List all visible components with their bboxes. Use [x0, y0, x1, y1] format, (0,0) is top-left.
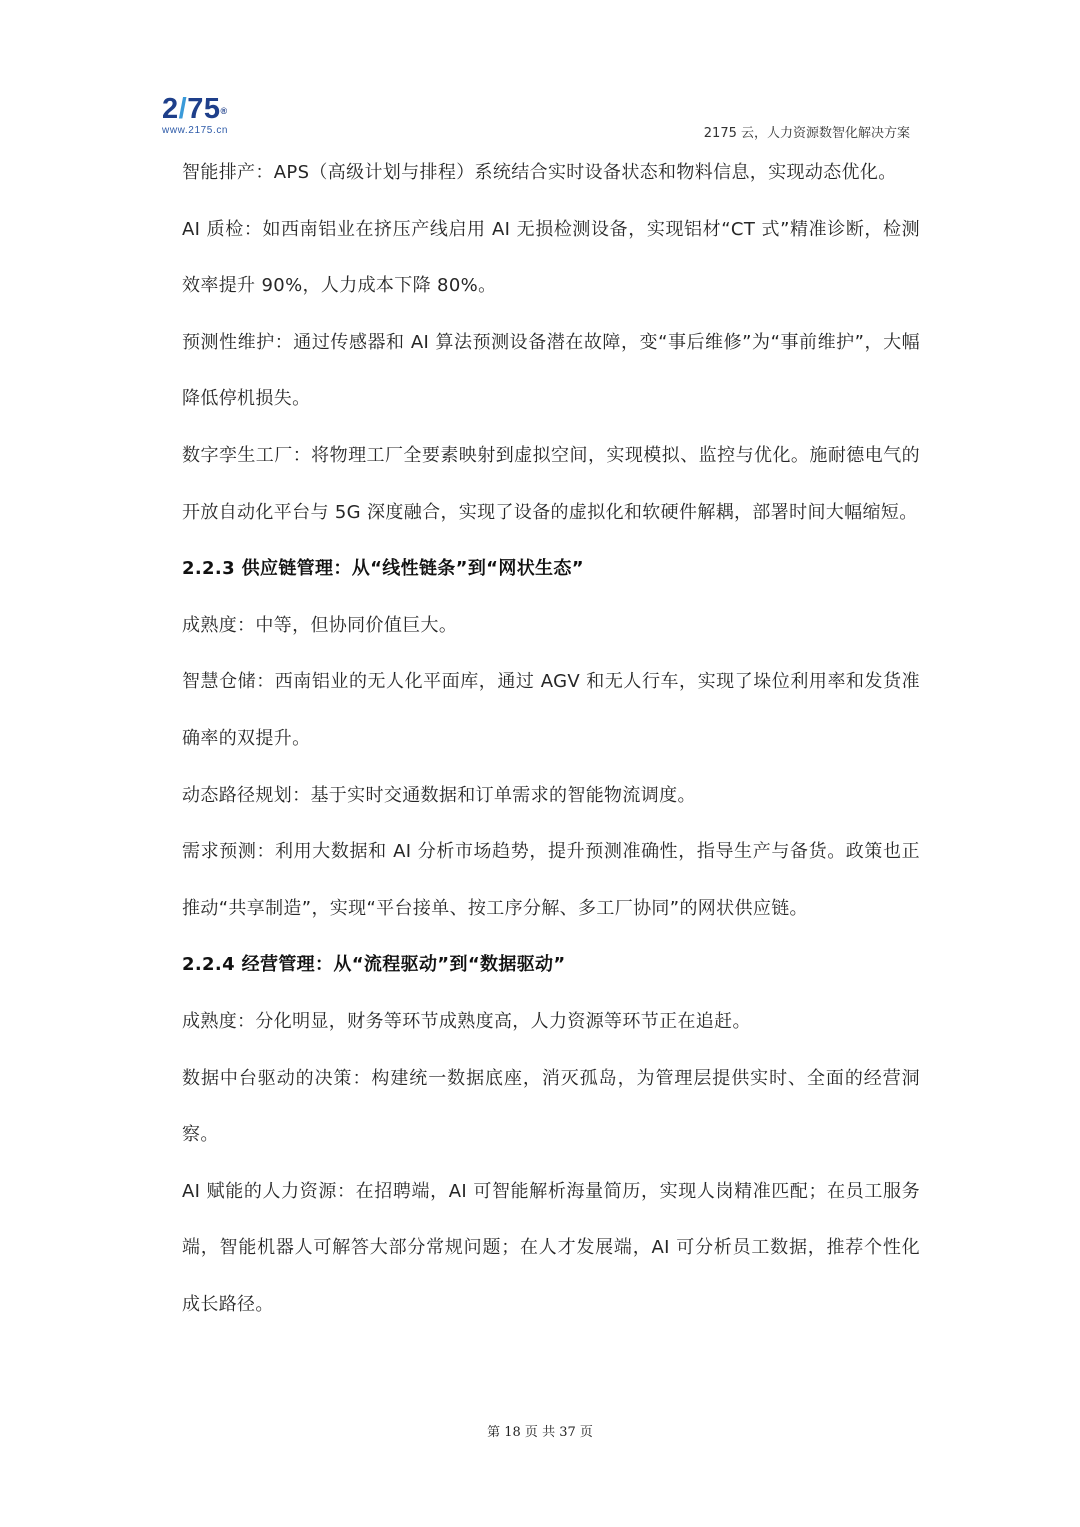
paragraph: 预测性维护：通过传感器和 AI 算法预测设备潜在故障，变“事后维修”为“事前维护”，大幅降低停机损失。	[182, 331, 920, 410]
paragraph: AI 质检：如西南铝业在挤压产线启用 AI 无损检测设备，实现铝材“CT 式”精准诊断，检测效率提升 90%，人力成本下降 80%。	[182, 218, 920, 297]
registered-mark: ®	[220, 106, 228, 116]
paragraph: 成熟度：分化明显，财务等环节成熟度高，人力资源等环节正在追赶。	[182, 1010, 751, 1032]
logo-digit: 2	[162, 93, 179, 125]
company-logo	[162, 94, 272, 136]
logo-slash: /	[178, 93, 188, 125]
paragraph: 成熟度：中等，但协同价值巨大。	[182, 614, 458, 636]
page-number: 第 18 页 共 37 页	[487, 1425, 593, 1440]
paragraph: 智能排产：APS（高级计划与排程）系统结合实时设备状态和物料信息，实现动态优化。	[182, 162, 897, 183]
logo-mark	[162, 94, 272, 124]
paragraph: 数字孪生工厂：将物理工厂全要素映射到虚拟空间，实现模拟、监控与优化。施耐德电气的开放自动化平台与 5G 深度融合，实现了设备的虚拟化和软硬件解耦，部署时间大幅缩短。	[182, 444, 920, 523]
logo-url: www.2175.cn	[162, 125, 229, 136]
section-heading: 2.2.3 供应链管理：从“线性链条”到“网状生态”	[182, 558, 584, 580]
paragraph: 数据中台驱动的决策：构建统一数据底座，消灭孤岛，为管理层提供实时、全面的经营洞察。	[182, 1067, 920, 1146]
paragraph: 智慧仓储：西南铝业的无人化平面库，通过 AGV 和无人行车，实现了垛位利用率和发货准确率的双提升。	[182, 671, 920, 749]
paragraph: 需求预测：利用大数据和 AI 分析市场趋势，提升预测准确性，指导生产与备货。政策也正推动“共享制造”，实现“平台接单、按工序分解、多工厂协同”的网状供应链。	[182, 841, 920, 919]
logo-digits: 75	[187, 93, 221, 125]
document-body	[182, 145, 920, 1333]
paragraph: 动态路径规划：基于实时交通数据和订单需求的智能物流调度。	[182, 784, 696, 806]
paragraph: AI 赋能的人力资源：在招聘端，AI 可智能解析海量简历，实现人岗精准匹配；在员工服务端，智能机器人可解答大部分常规问题；在人才发展端，AI 可分析员工数据，推荐个性化成长路径。	[182, 1180, 920, 1315]
header-title: 2175 云，人力资源数智化解决方案	[703, 126, 910, 141]
section-heading: 2.2.4 经营管理：从“流程驱动”到“数据驱动”	[182, 954, 566, 976]
